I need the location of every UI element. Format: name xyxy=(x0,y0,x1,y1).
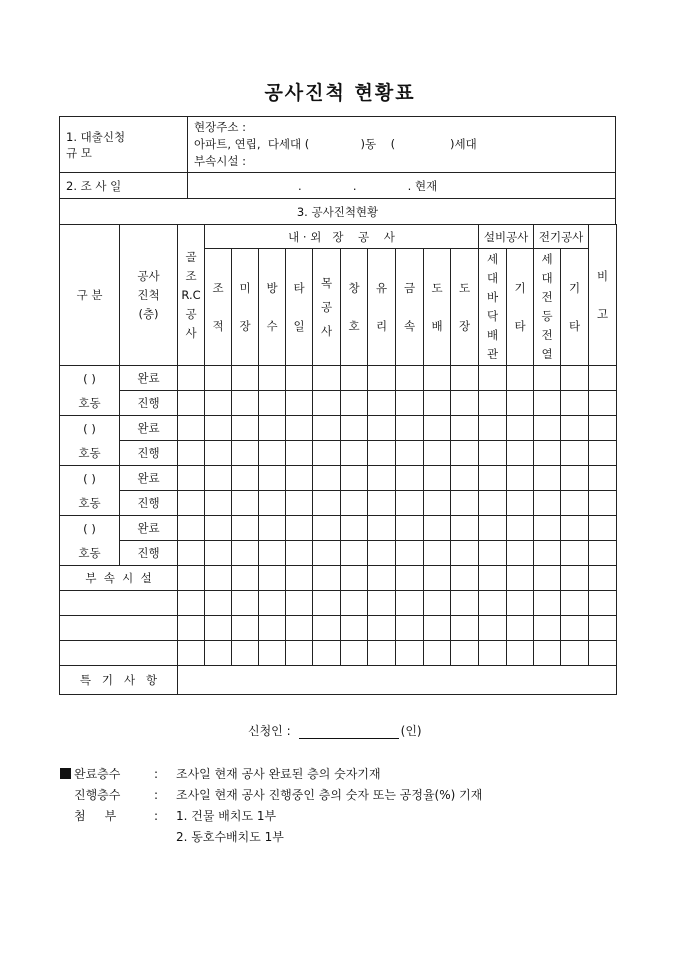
input-cell[interactable] xyxy=(232,541,259,566)
table-row xyxy=(60,591,617,616)
note-item xyxy=(60,827,482,848)
note-colon xyxy=(154,827,176,848)
input-cell[interactable] xyxy=(259,641,286,666)
input-cell[interactable] xyxy=(396,591,424,616)
input-cell[interactable] xyxy=(259,391,286,416)
input-cell[interactable] xyxy=(396,466,424,491)
input-cell[interactable] xyxy=(313,541,341,566)
input-cell[interactable] xyxy=(178,441,205,466)
header-electric-col-0: 세 대 전 등 전 열 xyxy=(534,249,561,366)
input-cell[interactable] xyxy=(368,566,396,591)
input-cell[interactable] xyxy=(313,516,341,541)
progress-section-title: 3. 공사진척현황 xyxy=(60,199,616,225)
input-cell[interactable] xyxy=(205,641,232,666)
input-cell[interactable] xyxy=(424,616,451,641)
table-row xyxy=(60,416,617,441)
input-cell[interactable] xyxy=(507,616,534,641)
input-cell[interactable] xyxy=(561,366,589,391)
input-cell[interactable] xyxy=(259,591,286,616)
input-cell[interactable] xyxy=(507,641,534,666)
input-cell[interactable] xyxy=(368,641,396,666)
status-ongoing-label: 진행 xyxy=(120,541,178,566)
note-text: 1. 건물 배치도 1부 xyxy=(176,809,277,823)
input-cell[interactable] xyxy=(368,616,396,641)
input-cell[interactable] xyxy=(479,491,507,516)
header-progress: 공사 진척 (층) xyxy=(120,225,178,366)
input-cell[interactable] xyxy=(205,391,232,416)
scale-fields xyxy=(188,117,616,173)
input-cell[interactable] xyxy=(534,466,561,491)
input-cell[interactable] xyxy=(507,416,534,441)
input-cell[interactable] xyxy=(396,516,424,541)
input-cell[interactable] xyxy=(286,391,313,416)
note-item xyxy=(60,764,482,785)
input-cell[interactable] xyxy=(259,466,286,491)
note-colon: : xyxy=(154,809,159,823)
input-cell[interactable] xyxy=(178,566,205,591)
status-ongoing-label: 진행 xyxy=(120,441,178,466)
input-cell[interactable] xyxy=(451,616,479,641)
input-cell[interactable] xyxy=(313,366,341,391)
input-cell[interactable] xyxy=(205,541,232,566)
note-item xyxy=(60,785,482,806)
input-cell[interactable] xyxy=(368,491,396,516)
status-done-label: 완료 xyxy=(120,416,178,441)
input-cell[interactable] xyxy=(424,641,451,666)
applicant-name-field[interactable] xyxy=(299,725,399,739)
input-cell[interactable] xyxy=(451,391,479,416)
input-cell[interactable] xyxy=(232,641,259,666)
input-cell[interactable] xyxy=(479,441,507,466)
input-cell[interactable] xyxy=(205,491,232,516)
header-interior-col-6: 유 리 xyxy=(368,249,396,366)
notes xyxy=(60,764,482,848)
input-cell[interactable] xyxy=(534,441,561,466)
input-cell[interactable] xyxy=(451,466,479,491)
input-cell[interactable] xyxy=(479,466,507,491)
input-cell[interactable] xyxy=(479,516,507,541)
applicant-signature xyxy=(248,722,422,739)
input-cell[interactable] xyxy=(451,641,479,666)
input-cell[interactable] xyxy=(507,516,534,541)
building-label: ( ) 호동 xyxy=(60,516,120,566)
input-cell[interactable] xyxy=(589,591,617,616)
input-cell[interactable] xyxy=(479,591,507,616)
input-cell[interactable] xyxy=(368,516,396,541)
input-cell[interactable] xyxy=(561,541,589,566)
input-cell[interactable] xyxy=(205,466,232,491)
input-cell[interactable] xyxy=(507,591,534,616)
status-done-label: 완료 xyxy=(120,366,178,391)
input-cell[interactable] xyxy=(589,391,617,416)
special-notes-label: 특 기 사 항 xyxy=(60,666,178,695)
input-cell[interactable] xyxy=(259,416,286,441)
facility-field[interactable]: 부속시설 : xyxy=(194,154,246,168)
table-row xyxy=(60,666,617,695)
input-cell[interactable] xyxy=(341,541,368,566)
scale-label: 1. 대출신청 규 모 xyxy=(60,117,188,173)
special-notes-field[interactable] xyxy=(178,666,617,695)
page-title: 공사진척 현황표 xyxy=(264,82,416,104)
building-type-field[interactable]: 아파트, 연립, 다세대 ( )동 ( )세대 xyxy=(194,137,477,151)
input-cell[interactable] xyxy=(534,566,561,591)
input-cell[interactable] xyxy=(259,366,286,391)
input-cell[interactable] xyxy=(589,641,617,666)
input-cell[interactable] xyxy=(561,641,589,666)
header-interior-col-5: 창 호 xyxy=(341,249,368,366)
input-cell[interactable] xyxy=(534,391,561,416)
input-cell[interactable] xyxy=(479,391,507,416)
note-colon: : xyxy=(154,788,159,802)
header-equipment-col-0: 세 대 바 닥 배 관 xyxy=(479,249,507,366)
input-cell[interactable] xyxy=(178,616,205,641)
input-cell[interactable] xyxy=(286,466,313,491)
input-cell[interactable] xyxy=(178,391,205,416)
input-cell[interactable] xyxy=(313,441,341,466)
input-cell[interactable] xyxy=(534,491,561,516)
input-cell[interactable] xyxy=(451,566,479,591)
status-ongoing-label: 진행 xyxy=(120,391,178,416)
note-text: 조사일 현재 공사 완료된 층의 숫자기재 xyxy=(176,767,381,781)
input-cell[interactable] xyxy=(589,416,617,441)
square-bullet-icon xyxy=(60,768,71,779)
application-info-table xyxy=(59,116,616,225)
header-remarks: 비 고 xyxy=(589,225,617,366)
input-cell[interactable] xyxy=(479,366,507,391)
input-cell[interactable] xyxy=(259,491,286,516)
input-cell[interactable] xyxy=(313,416,341,441)
input-cell[interactable] xyxy=(424,541,451,566)
input-cell[interactable] xyxy=(424,491,451,516)
input-cell[interactable] xyxy=(259,516,286,541)
input-cell[interactable] xyxy=(286,516,313,541)
input-cell[interactable] xyxy=(232,516,259,541)
table-row xyxy=(60,641,617,666)
input-cell[interactable] xyxy=(313,616,341,641)
table-row xyxy=(60,391,617,416)
input-cell[interactable] xyxy=(60,616,178,641)
input-cell[interactable] xyxy=(259,441,286,466)
input-cell[interactable] xyxy=(507,441,534,466)
status-done-label: 완료 xyxy=(120,516,178,541)
input-cell[interactable] xyxy=(507,391,534,416)
input-cell[interactable] xyxy=(396,416,424,441)
header-gubun: 구 분 xyxy=(60,225,120,366)
note-key: 첨 부 xyxy=(74,809,117,823)
input-cell[interactable] xyxy=(286,616,313,641)
input-cell[interactable] xyxy=(424,566,451,591)
input-cell[interactable] xyxy=(589,366,617,391)
table-row xyxy=(60,466,617,491)
header-interior-col-1: 미 장 xyxy=(232,249,259,366)
note-text: 2. 동호수배치도 1부 xyxy=(176,830,284,844)
table-row xyxy=(60,516,617,541)
input-cell[interactable] xyxy=(368,441,396,466)
input-cell[interactable] xyxy=(313,591,341,616)
header-equipment-col-1: 기 타 xyxy=(507,249,534,366)
input-cell[interactable] xyxy=(396,391,424,416)
input-cell[interactable] xyxy=(561,516,589,541)
input-cell[interactable] xyxy=(205,616,232,641)
input-cell[interactable] xyxy=(205,566,232,591)
input-cell[interactable] xyxy=(368,366,396,391)
input-cell[interactable] xyxy=(589,516,617,541)
status-ongoing-label: 진행 xyxy=(120,491,178,516)
input-cell[interactable] xyxy=(507,566,534,591)
header-frame: 골 조 R.C 공 사 xyxy=(178,225,205,366)
building-label: ( ) 호동 xyxy=(60,366,120,416)
input-cell[interactable] xyxy=(232,391,259,416)
input-cell[interactable] xyxy=(451,516,479,541)
input-cell[interactable] xyxy=(178,491,205,516)
header-electric: 전기공사 xyxy=(534,225,589,249)
input-cell[interactable] xyxy=(479,566,507,591)
input-cell[interactable] xyxy=(534,366,561,391)
input-cell[interactable] xyxy=(286,366,313,391)
input-cell[interactable] xyxy=(396,491,424,516)
input-cell[interactable] xyxy=(341,566,368,591)
table-row xyxy=(60,366,617,391)
input-cell[interactable] xyxy=(561,416,589,441)
input-cell[interactable] xyxy=(178,516,205,541)
input-cell[interactable] xyxy=(396,641,424,666)
input-cell[interactable] xyxy=(232,491,259,516)
input-cell[interactable] xyxy=(341,391,368,416)
input-cell[interactable] xyxy=(424,366,451,391)
input-cell[interactable] xyxy=(232,566,259,591)
input-cell[interactable] xyxy=(561,466,589,491)
input-cell[interactable] xyxy=(368,416,396,441)
input-cell[interactable] xyxy=(534,416,561,441)
input-cell[interactable] xyxy=(534,641,561,666)
input-cell[interactable] xyxy=(205,516,232,541)
applicant-label: 신청인 : xyxy=(248,724,291,738)
input-cell[interactable] xyxy=(341,491,368,516)
input-cell[interactable] xyxy=(232,616,259,641)
input-cell[interactable] xyxy=(396,616,424,641)
header-interior-col-8: 도 배 xyxy=(424,249,451,366)
input-cell[interactable] xyxy=(534,516,561,541)
input-cell[interactable] xyxy=(341,441,368,466)
input-cell[interactable] xyxy=(561,391,589,416)
input-cell[interactable] xyxy=(561,491,589,516)
input-cell[interactable] xyxy=(205,416,232,441)
input-cell[interactable] xyxy=(424,416,451,441)
input-cell[interactable] xyxy=(507,366,534,391)
input-cell[interactable] xyxy=(286,566,313,591)
input-cell[interactable] xyxy=(589,616,617,641)
input-cell[interactable] xyxy=(424,466,451,491)
table-row xyxy=(60,441,617,466)
input-cell[interactable] xyxy=(286,641,313,666)
input-cell[interactable] xyxy=(589,441,617,466)
input-cell[interactable] xyxy=(451,441,479,466)
input-cell[interactable] xyxy=(178,591,205,616)
input-cell[interactable] xyxy=(589,466,617,491)
input-cell[interactable] xyxy=(396,566,424,591)
survey-date-label: 2. 조 사 일 xyxy=(60,173,188,199)
header-interior: 내 · 외 장 공 사 xyxy=(205,225,479,249)
input-cell[interactable] xyxy=(561,591,589,616)
input-cell[interactable] xyxy=(341,466,368,491)
input-cell[interactable] xyxy=(259,566,286,591)
input-cell[interactable] xyxy=(507,491,534,516)
input-cell[interactable] xyxy=(286,416,313,441)
input-cell[interactable] xyxy=(479,541,507,566)
input-cell[interactable] xyxy=(368,391,396,416)
input-cell[interactable] xyxy=(60,641,178,666)
input-cell[interactable] xyxy=(368,541,396,566)
input-cell[interactable] xyxy=(232,441,259,466)
input-cell[interactable] xyxy=(451,366,479,391)
input-cell[interactable] xyxy=(178,366,205,391)
input-cell[interactable] xyxy=(60,591,178,616)
input-cell[interactable] xyxy=(368,466,396,491)
input-cell[interactable] xyxy=(313,491,341,516)
input-cell[interactable] xyxy=(424,391,451,416)
input-cell[interactable] xyxy=(589,566,617,591)
input-cell[interactable] xyxy=(205,366,232,391)
input-cell[interactable] xyxy=(589,491,617,516)
input-cell[interactable] xyxy=(451,416,479,441)
header-interior-col-2: 방 수 xyxy=(259,249,286,366)
input-cell[interactable] xyxy=(561,566,589,591)
input-cell[interactable] xyxy=(178,641,205,666)
input-cell[interactable] xyxy=(286,491,313,516)
input-cell[interactable] xyxy=(178,541,205,566)
progress-table xyxy=(59,224,617,695)
input-cell[interactable] xyxy=(507,541,534,566)
input-cell[interactable] xyxy=(178,466,205,491)
input-cell[interactable] xyxy=(313,641,341,666)
input-cell[interactable] xyxy=(341,641,368,666)
note-colon: : xyxy=(154,767,159,781)
input-cell[interactable] xyxy=(313,391,341,416)
note-key: 완료층수 xyxy=(74,767,121,781)
building-label: ( ) 호동 xyxy=(60,416,120,466)
site-address-field[interactable]: 현장주소 : xyxy=(194,120,246,134)
survey-date-field[interactable]: . . . 현재 xyxy=(188,173,616,199)
header-electric-col-1: 기 타 xyxy=(561,249,589,366)
input-cell[interactable] xyxy=(424,441,451,466)
input-cell[interactable] xyxy=(451,541,479,566)
input-cell[interactable] xyxy=(232,366,259,391)
input-cell[interactable] xyxy=(232,466,259,491)
input-cell[interactable] xyxy=(313,566,341,591)
input-cell[interactable] xyxy=(259,616,286,641)
table-row xyxy=(60,541,617,566)
input-cell[interactable] xyxy=(341,366,368,391)
facility-row-label: 부 속 시 설 xyxy=(60,566,178,591)
input-cell[interactable] xyxy=(451,491,479,516)
input-cell[interactable] xyxy=(396,366,424,391)
note-text: 조사일 현재 공사 진행중인 층의 숫자 또는 공정율(%) 기재 xyxy=(176,788,483,802)
input-cell[interactable] xyxy=(286,541,313,566)
input-cell[interactable] xyxy=(479,416,507,441)
input-cell[interactable] xyxy=(507,466,534,491)
input-cell[interactable] xyxy=(286,441,313,466)
input-cell[interactable] xyxy=(534,591,561,616)
input-cell[interactable] xyxy=(561,441,589,466)
input-cell[interactable] xyxy=(313,466,341,491)
note-item xyxy=(60,806,482,827)
input-cell[interactable] xyxy=(232,591,259,616)
input-cell[interactable] xyxy=(589,541,617,566)
header-interior-col-4: 목 공 사 xyxy=(313,249,341,366)
note-key: 진행층수 xyxy=(74,788,121,802)
input-cell[interactable] xyxy=(341,516,368,541)
header-interior-col-9: 도 장 xyxy=(451,249,479,366)
table-row xyxy=(60,616,617,641)
header-equipment: 설비공사 xyxy=(479,225,534,249)
input-cell[interactable] xyxy=(286,591,313,616)
seal-label: (인) xyxy=(400,724,422,738)
input-cell[interactable] xyxy=(396,541,424,566)
header-interior-col-3: 타 일 xyxy=(286,249,313,366)
header-interior-col-0: 조 적 xyxy=(205,249,232,366)
input-cell[interactable] xyxy=(205,591,232,616)
status-done-label: 완료 xyxy=(120,466,178,491)
building-label: ( ) 호동 xyxy=(60,466,120,516)
input-cell[interactable] xyxy=(451,591,479,616)
input-cell[interactable] xyxy=(479,641,507,666)
table-row xyxy=(60,566,617,591)
input-cell[interactable] xyxy=(178,416,205,441)
input-cell[interactable] xyxy=(424,591,451,616)
input-cell[interactable] xyxy=(259,541,286,566)
note-key xyxy=(60,827,154,848)
input-cell[interactable] xyxy=(368,591,396,616)
table-row xyxy=(60,491,617,516)
input-cell[interactable] xyxy=(341,416,368,441)
input-cell[interactable] xyxy=(534,541,561,566)
input-cell[interactable] xyxy=(424,516,451,541)
input-cell[interactable] xyxy=(396,441,424,466)
input-cell[interactable] xyxy=(341,616,368,641)
input-cell[interactable] xyxy=(205,441,232,466)
input-cell[interactable] xyxy=(534,616,561,641)
input-cell[interactable] xyxy=(561,616,589,641)
input-cell[interactable] xyxy=(341,591,368,616)
input-cell[interactable] xyxy=(232,416,259,441)
header-interior-col-7: 금 속 xyxy=(396,249,424,366)
input-cell[interactable] xyxy=(479,616,507,641)
